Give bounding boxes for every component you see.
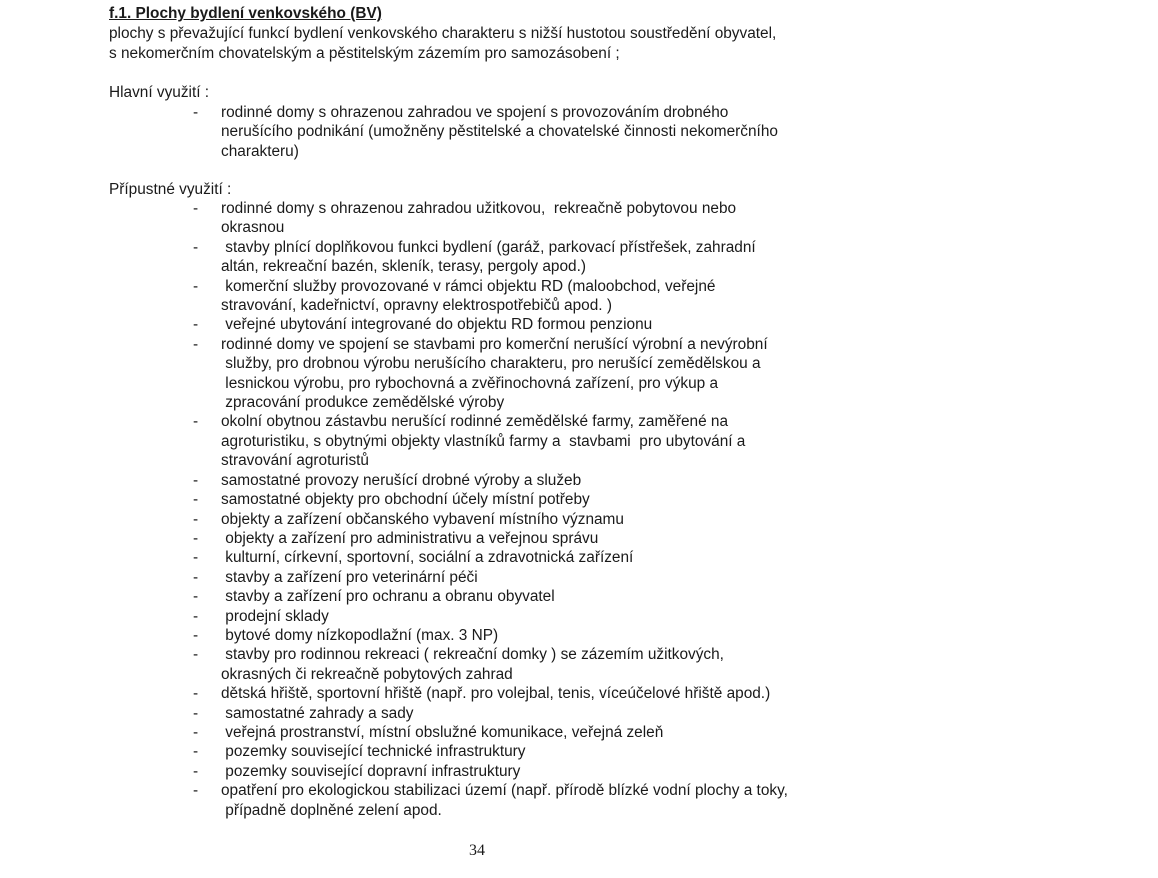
list-item-line: agroturistiku, s obytnými objekty vlastníků farmy a stavbami pro ubytování a [221,432,746,450]
list-item-line: stravování, kadeřnictví, opravny elektrospotřebičů apod. ) [221,297,612,315]
list-item-line: objekty a zařízení občanského vybavení místního významu [221,510,624,528]
list-item-text [221,568,861,587]
list-item-line: stavby a zařízení pro ochranu a obranu obyvatel [221,588,555,606]
list-item-text [221,684,861,703]
bullet-dash: - [193,316,199,334]
list-item-text [221,762,861,781]
bullet-dash: - [193,782,199,800]
list-item-line: rodinné domy s ohrazenou zahradou užitkovou, rekreačně pobytovou nebo [221,200,737,217]
list-item [0,781,1158,820]
list-item [0,510,1158,529]
permitted-use-list [0,199,1158,820]
bullet-dash: - [193,335,199,353]
list-item-line: samostatné zahrady a sady [221,704,414,722]
list-item [0,607,1158,626]
bullet-dash: - [193,200,199,217]
bullet-dash: - [193,723,199,741]
list-item [0,704,1158,723]
page-number: 34 [469,842,485,859]
bullet-dash: - [193,413,199,431]
list-item [0,742,1158,761]
section-heading: f.1. Plochy bydlení venkovského (BV) [109,5,382,22]
intro-line: s nekomerčním chovatelským a pěstitelským zázemím pro samozásobení ; [109,44,620,62]
section-intro [109,24,776,63]
list-item-text [221,548,861,567]
bullet-dash: - [193,491,199,509]
bullet-dash: - [193,529,199,547]
list-item-line: bytové domy nízkopodlažní (max. 3 NP) [221,626,499,644]
bullet-dash: - [193,626,199,644]
bullet-dash: - [193,471,199,489]
list-item-text [221,199,861,238]
list-item-line: stavby pro rodinnou rekreaci ( rekreační domky ) se zázemím užitkových, [221,646,724,664]
list-item-line: samostatné objekty pro obchodní účely místní potřeby [221,491,590,509]
bullet-dash: - [193,588,199,606]
list-item-text [221,645,861,684]
list-item [0,238,1158,277]
list-item [0,762,1158,781]
list-item-line: veřejná prostranství, místní obslužné komunikace, veřejná zeleň [221,723,664,741]
list-item [0,277,1158,316]
list-item-text [221,742,861,761]
list-item-text [221,238,861,277]
list-item-text [221,315,861,334]
bullet-dash: - [193,568,199,586]
list-item-line: služby, pro drobnou výrobu nerušícího charakteru, pro nerušící zemědělskou a [221,355,761,373]
list-item-line: rodinné domy ve spojení se stavbami pro komerční nerušící výrobní a nevýrobní [221,335,768,353]
bullet-dash: - [193,743,199,761]
list-item [0,587,1158,606]
list-item-line: rodinné domy s ohrazenou zahradou ve spojení s provozováním drobného [221,104,729,121]
list-item-line: lesnickou výrobu, pro rybochovná a zvěřinochovná zařízení, pro výkup a [221,374,719,392]
list-item-text [221,103,861,161]
list-item [0,723,1158,742]
list-item [0,490,1158,509]
list-item-line: komerční služby provozované v rámci objektu RD (maloobchod, veřejné [221,277,716,295]
list-item-line: samostatné provozy nerušící drobné výroby a služeb [221,471,582,489]
list-item-text [221,704,861,723]
list-item-line: nerušícího podnikání (umožněny pěstitelské a chovatelské činnosti nekomerčního [221,123,778,141]
list-item-line: okrasných či rekreačně pobytových zahrad [221,665,513,683]
list-item-line: dětská hřiště, sportovní hřiště (např. pro volejbal, tenis, víceúčelové hřiště apod.) [221,685,771,703]
list-item-text [221,510,861,529]
list-item-line: stavby plnící doplňkovou funkci bydlení (garáž, parkovací přístřešek, zahradní [221,238,756,256]
list-item-line: opatření pro ekologickou stabilizaci území (např. přírodě blízké vodní plochy a toky, [221,782,788,800]
list-item [0,471,1158,490]
list-item-text [221,723,861,742]
list-item-line: prodejní sklady [221,607,329,625]
list-item-line: objekty a zařízení pro administrativu a veřejnou správu [221,529,599,547]
list-item-line: případně doplněné zelení apod. [221,801,442,819]
list-item-text [221,335,861,413]
list-item [0,412,1158,470]
bullet-dash: - [193,238,199,256]
list-item-text [221,471,861,490]
list-item-text [221,781,861,820]
list-item [0,568,1158,587]
list-item-line: altán, rekreační bazén, skleník, terasy, pergoly apod.) [221,258,587,276]
list-item [0,199,1158,238]
list-item [0,684,1158,703]
list-item [0,315,1158,334]
list-item-line: stavby a zařízení pro veterinární péči [221,568,478,586]
list-item [0,548,1158,567]
list-item-text [221,412,861,470]
list-item [0,645,1158,684]
list-item-line: stravování agroturistů [221,452,369,470]
bullet-dash: - [193,104,199,121]
list-item-line: charakteru) [221,142,299,160]
list-item-text [221,607,861,626]
list-item-text [221,626,861,645]
main-use-list [0,103,1158,161]
permitted-use-label: Přípustné využití : [109,181,232,198]
list-item-line: pozemky související technické infrastruktury [221,743,526,761]
list-item-line: pozemky související dopravní infrastruktury [221,762,521,780]
list-item-text [221,490,861,509]
list-item-line: zpracování produkce zemědělské výroby [221,394,505,412]
bullet-dash: - [193,685,199,703]
intro-line: plochy s převažující funkcí bydlení venkovského charakteru s nižší hustotou soustředění obyvatel, [109,25,777,42]
main-use-label: Hlavní využití : [109,84,210,101]
list-item-line: kulturní, církevní, sportovní, sociální a zdravotnická zařízení [221,549,634,567]
list-item-text [221,277,861,316]
bullet-dash: - [193,762,199,780]
list-item [0,626,1158,645]
bullet-dash: - [193,704,199,722]
bullet-dash: - [193,646,199,664]
bullet-dash: - [193,277,199,295]
list-item [0,529,1158,548]
bullet-dash: - [193,549,199,567]
bullet-dash: - [193,510,199,528]
list-item-line: okolní obytnou zástavbu nerušící rodinné zemědělské farmy, zaměřené na [221,413,729,431]
list-item [0,335,1158,413]
list-item-line: okrasnou [221,219,285,237]
list-item-line: veřejné ubytování integrované do objektu RD formou penzionu [221,316,653,334]
list-item-text [221,587,861,606]
list-item [0,103,1158,161]
list-item-text [221,529,861,548]
bullet-dash: - [193,607,199,625]
